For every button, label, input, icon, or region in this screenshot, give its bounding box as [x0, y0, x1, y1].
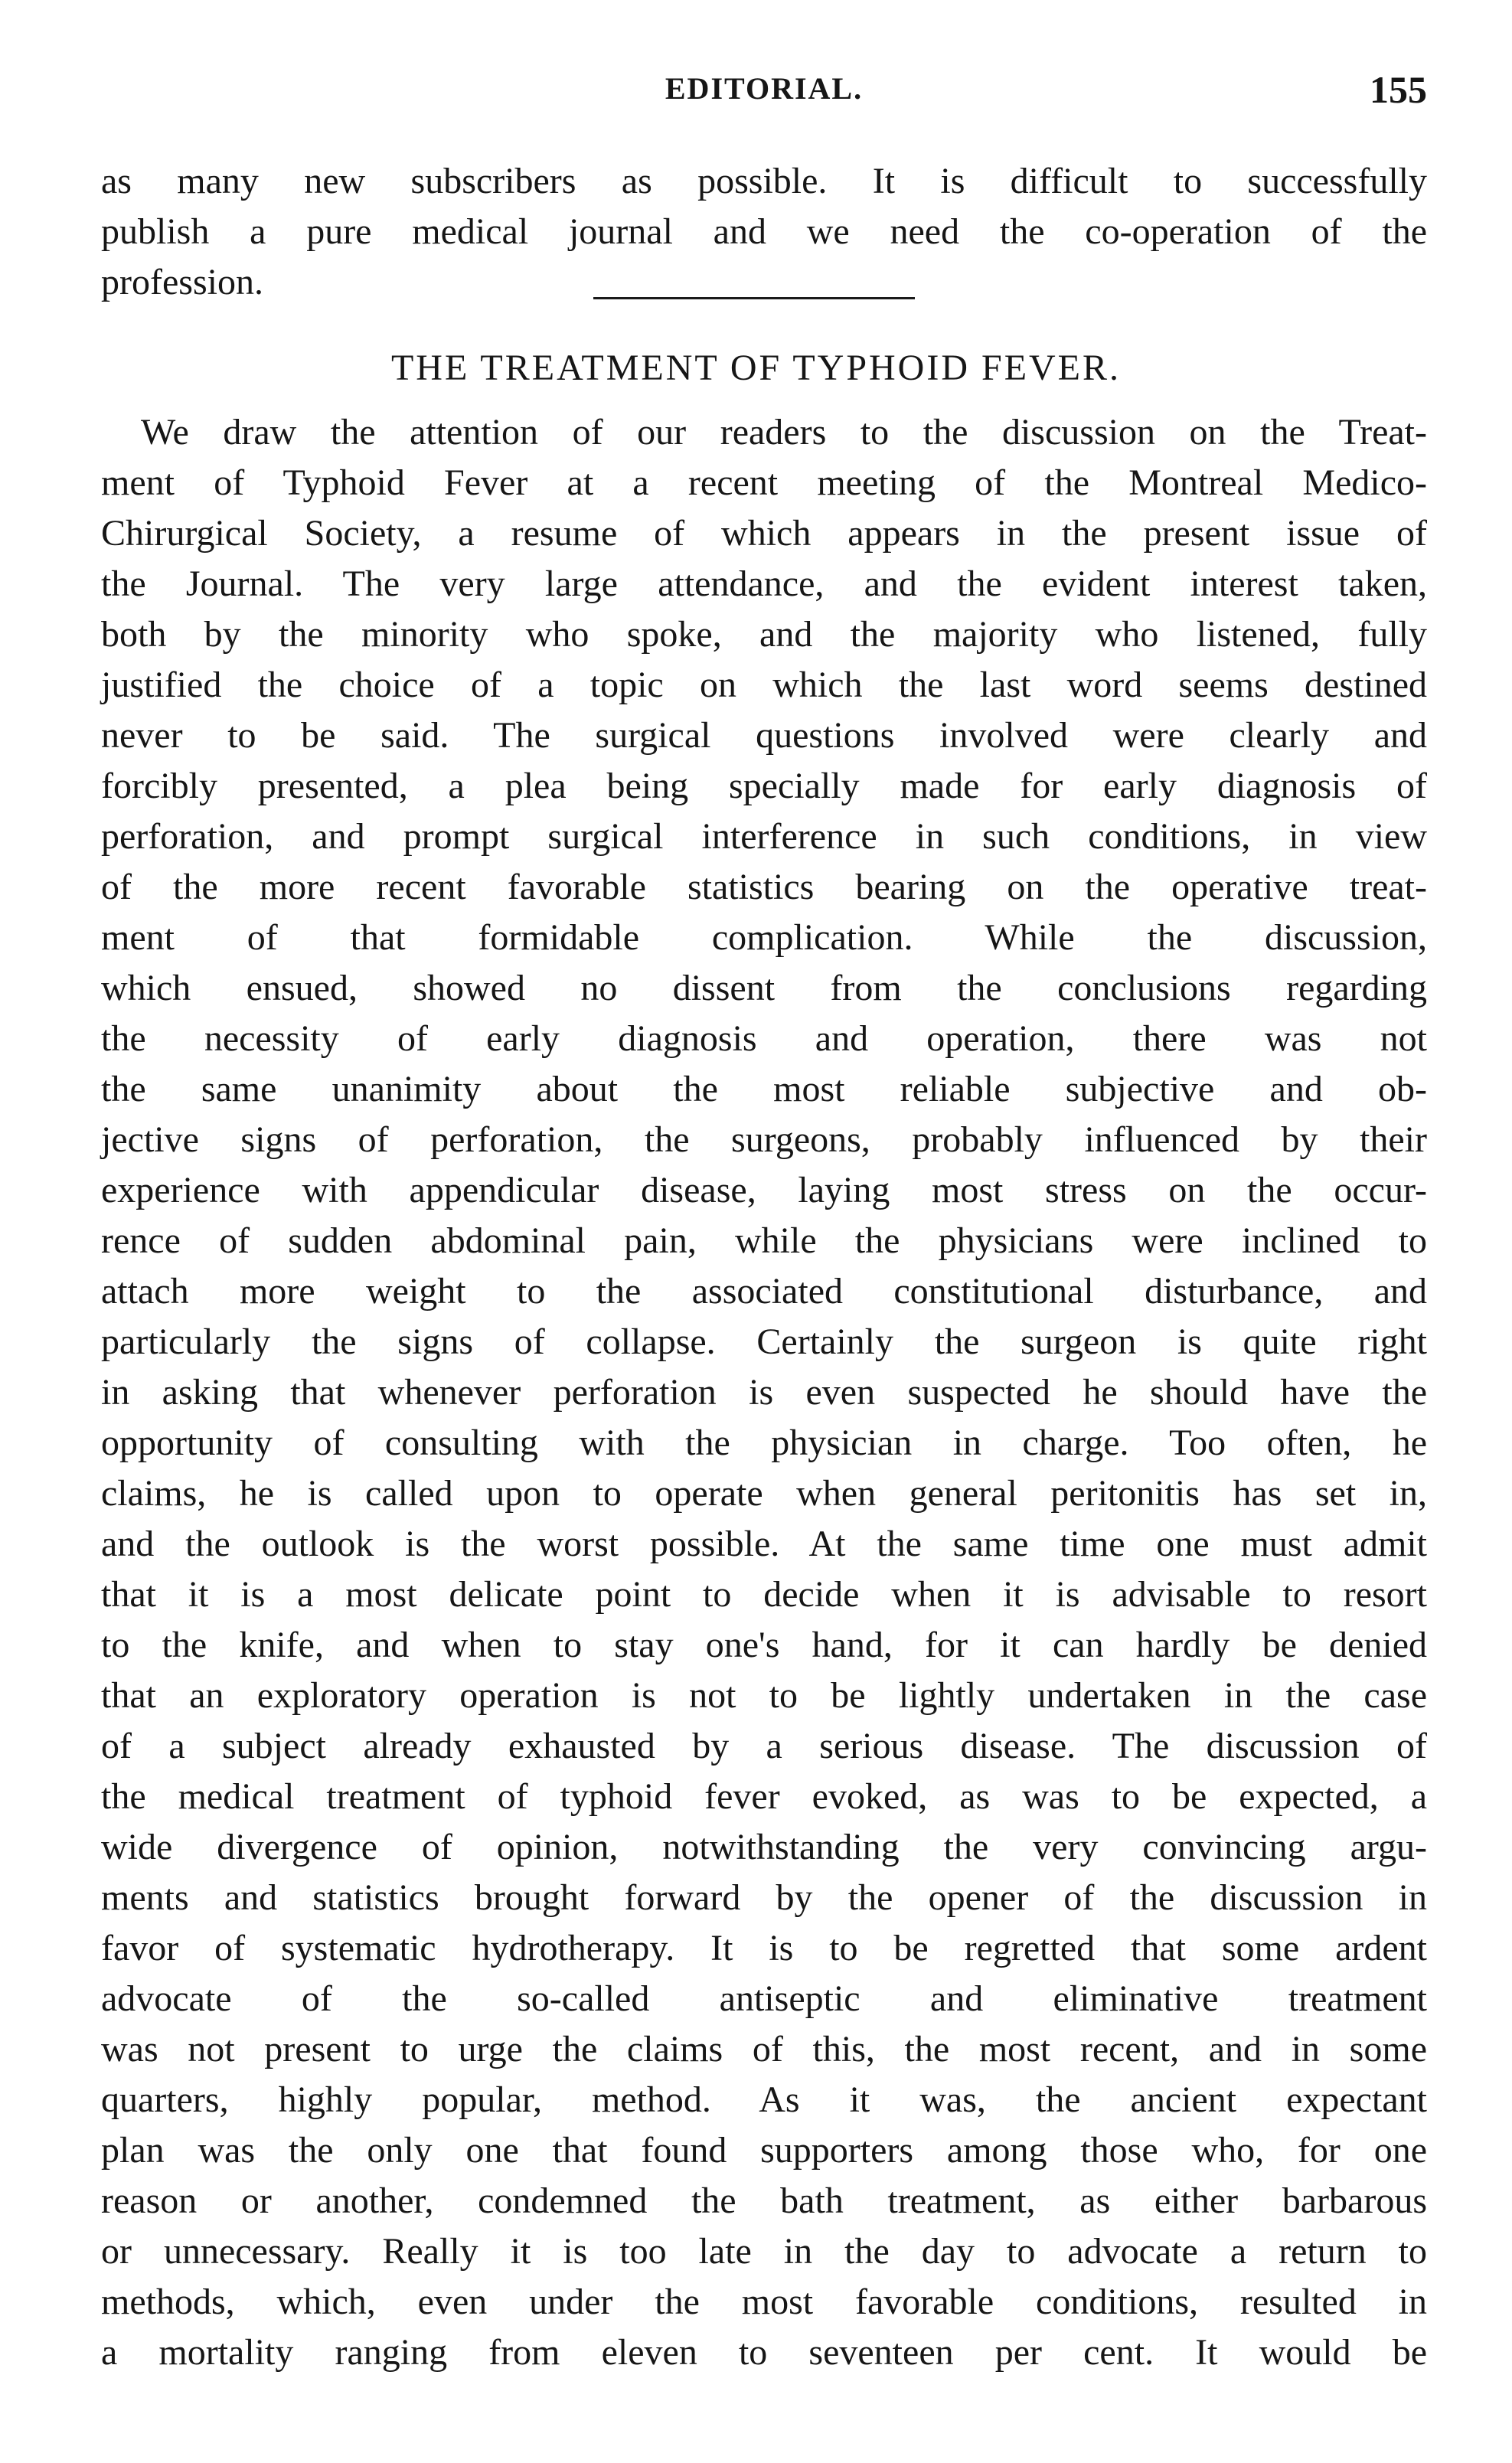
body-line: forcibly presented, a plea being specially made for early diagnosis of — [101, 766, 1427, 806]
body-line: which ensued, showed no dissent from the conclusions regarding — [101, 968, 1427, 1008]
body-line: the necessity of early diagnosis and operation, there was not — [101, 1018, 1427, 1059]
body-line: that it is a most delicate point to decide when it is advisable to resort — [101, 1574, 1427, 1615]
body-line: claims, he is called upon to operate when general peritonitis has set in, — [101, 1473, 1427, 1514]
preamble-line: profession. — [101, 262, 263, 302]
body-line: Chirurgical Society, a resume of which appears in the present issue of — [101, 513, 1427, 554]
body-line: ments and statistics brought forward by the opener of the discussion in — [101, 1877, 1427, 1918]
section-divider — [593, 297, 915, 299]
preamble-line: publish a pure medical journal and we need the co-operation of the — [101, 211, 1427, 252]
body-line: plan was the only one that found supporters among those who, for one — [101, 2130, 1427, 2171]
body-line: was not present to urge the claims of this, the most recent, and in some — [101, 2029, 1427, 2069]
body-line: jective signs of perforation, the surgeons, probably influenced by their — [101, 1119, 1427, 1160]
body-line: a mortality ranging from eleven to seventeen per cent. It would be — [101, 2332, 1427, 2373]
body-line: wide divergence of opinion, notwithstanding the very convincing argu- — [101, 1827, 1427, 1867]
body-line: to the knife, and when to stay one's hand, for it can hardly be denied — [101, 1625, 1427, 1665]
body-line: experience with appendicular disease, laying most stress on the occur- — [101, 1170, 1427, 1210]
body-line: or unnecessary. Really it is too late in the day to advocate a return to — [101, 2231, 1427, 2272]
body-line: ment of that formidable complication. While the discussion, — [101, 917, 1427, 958]
body-line: that an exploratory operation is not to be lightly undertaken in the case — [101, 1675, 1427, 1716]
body-line: both by the minority who spoke, and the majority who listened, fully — [101, 614, 1427, 655]
body-line: the Journal. The very large attendance, and the evident interest taken, — [101, 563, 1427, 604]
body-line: methods, which, even under the most favorable conditions, resulted in — [101, 2282, 1427, 2322]
article-title: THE TREATMENT OF TYPHOID FEVER. — [390, 348, 1122, 388]
body-line: ment of Typhoid Fever at a recent meeting of the Montreal Medico- — [101, 462, 1427, 503]
body-line: in asking that whenever perforation is even suspected he should have the — [101, 1372, 1427, 1413]
body-line: rence of sudden abdominal pain, while the physicians were inclined to — [101, 1220, 1427, 1261]
running-head — [101, 70, 1427, 116]
body-line: particularly the signs of collapse. Certainly the surgeon is quite right — [101, 1321, 1427, 1362]
body-line: reason or another, condemned the bath treatment, as either barbarous — [101, 2180, 1427, 2221]
body-line: of a subject already exhausted by a serious disease. The discussion of — [101, 1726, 1427, 1766]
body-line: and the outlook is the worst possible. At the same time one must admit — [101, 1524, 1427, 1564]
body-line: justified the choice of a topic on which the last word seems destined — [101, 665, 1427, 705]
body-line: the medical treatment of typhoid fever evoked, as was to be expected, a — [101, 1776, 1427, 1817]
body-line: the same unanimity about the most reliable subjective and ob- — [101, 1069, 1427, 1109]
body-line: opportunity of consulting with the physician in charge. Too often, he — [101, 1423, 1427, 1463]
body-line: We draw the attention of our readers to the discussion on the Treat- — [141, 412, 1427, 452]
body-line: favor of systematic hydrotherapy. It is to be regretted that some ardent — [101, 1928, 1427, 1968]
page-number: 155 — [1370, 68, 1427, 111]
body-line: advocate of the so-called antiseptic and eliminative treatment — [101, 1978, 1427, 2019]
section-title: EDITORIAL. — [665, 71, 864, 106]
body-line: never to be said. The surgical questions involved were clearly and — [101, 715, 1427, 756]
body-line: attach more weight to the associated constitutional disturbance, and — [101, 1271, 1427, 1312]
body-line: quarters, highly popular, method. As it was, the ancient expectant — [101, 2079, 1427, 2120]
preamble-line: as many new subscribers as possible. It is difficult to successfully — [101, 161, 1427, 201]
body-line: perforation, and prompt surgical interference in such conditions, in view — [101, 816, 1427, 857]
body-line: of the more recent favorable statistics bearing on the operative treat- — [101, 867, 1427, 907]
